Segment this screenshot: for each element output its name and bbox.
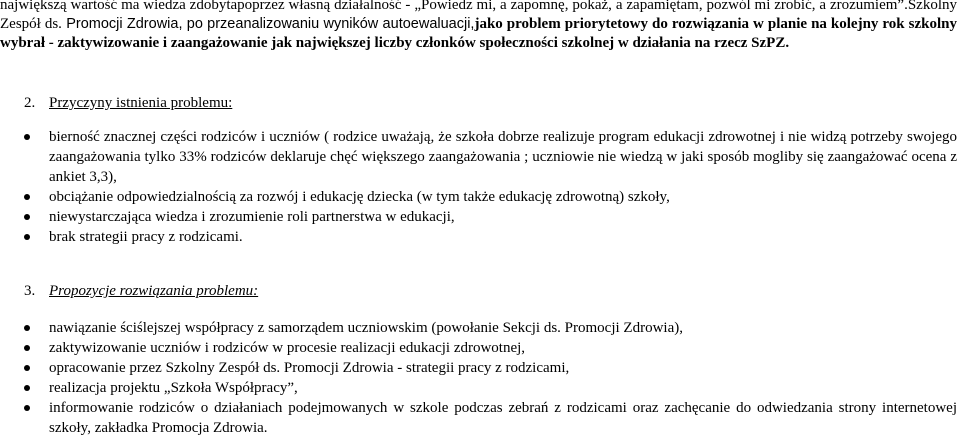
list-item-text: realizacja projektu „Szkoła Współpracy”, [49,380,298,396]
intro-priority-problem: jako problem priorytetowy do rozwiązania w planie na kolejny rok szkolny wybrał - zaktywizowanie i zaangażowanie jak największej liczby członków społeczności szkolnej w działania na rzecz SzPZ. [0,16,957,51]
list-item [0,398,957,438]
list-item [0,358,957,378]
section-3-title: Propozycje rozwiązania problemu: [49,283,259,299]
bullet-icon [24,405,30,411]
list-item-text: zaktywizowanie uczniów i rodziców w procesie realizacji edukacji zdrowotnej, [49,340,526,356]
intro-text-part2: Promocji Zdrowia, po przeanalizowaniu wyników autoewaluacji, [61,16,475,32]
bullet-icon [24,134,30,140]
intro-paragraph [0,0,957,53]
list-item [0,338,957,358]
section-2-heading [24,93,232,113]
list-item [0,127,957,187]
list-item-text: obciążanie odpowiedzialnością za rozwój i edukację dziecka (w tym także edukację zdrowotną) szkoły, [49,189,670,205]
bullet-icon [24,385,30,391]
intro-text-part1: największą wartość ma wiedza zdobytapoprzez własną działalność - „Powiedz mi, a zapomnę, pokaż, a zapamiętam, pozwól mi zrobić, a zrozumiem”.Szkolny Zespół ds. [0,0,957,32]
list-item-text: niewystarczająca wiedza i zrozumienie roli partnerstwa w edukacji, [49,209,455,225]
section-2-title: Przyczyny istnienia problemu: [49,95,233,111]
list-item [0,207,957,227]
bullet-icon [24,325,30,331]
list-item [0,187,957,207]
list-item-text: opracowanie przez Szkolny Zespół ds. Promocji Zdrowia - strategii pracy z rodzicami, [49,360,570,376]
bullet-icon [24,345,30,351]
list-item [0,378,957,398]
list-item-text: bierność znacznej części rodziców i uczniów ( rodzice uważają, że szkoła dobrze realizuje program edukacji zdrowotnej i nie widzą potrzeby swojego zaangażowania tylko 33% rodziców deklaruje chęć większego zaangażowania ; uczniowie nie wiedzą w jaki sposób mogliby się zaangażować ocena z ankiet 3,3), [49,129,957,185]
list-item-text: brak strategii pracy z rodzicami. [49,229,243,245]
bullet-icon [24,214,30,220]
section-2-number: 2. [24,95,36,111]
bullet-icon [24,194,30,200]
section-3-heading [24,281,258,301]
list-item [0,318,957,338]
section-3-number: 3. [24,283,36,299]
list-item [0,227,957,247]
section-2-list [0,127,957,247]
section-3-list [0,318,957,438]
list-item-text: informowanie rodziców o działaniach podejmowanych w szkole podczas zebrań z rodzicami oraz zachęcanie do odwiedzania strony internetowej szkoły, zakładka Promocja Zdrowia. [49,400,957,436]
bullet-icon [24,365,30,371]
bullet-icon [24,234,30,240]
list-item-text: nawiązanie ściślejszej współpracy z samorządem uczniowskim (powołanie Sekcji ds. Promocji Zdrowia), [49,320,683,336]
